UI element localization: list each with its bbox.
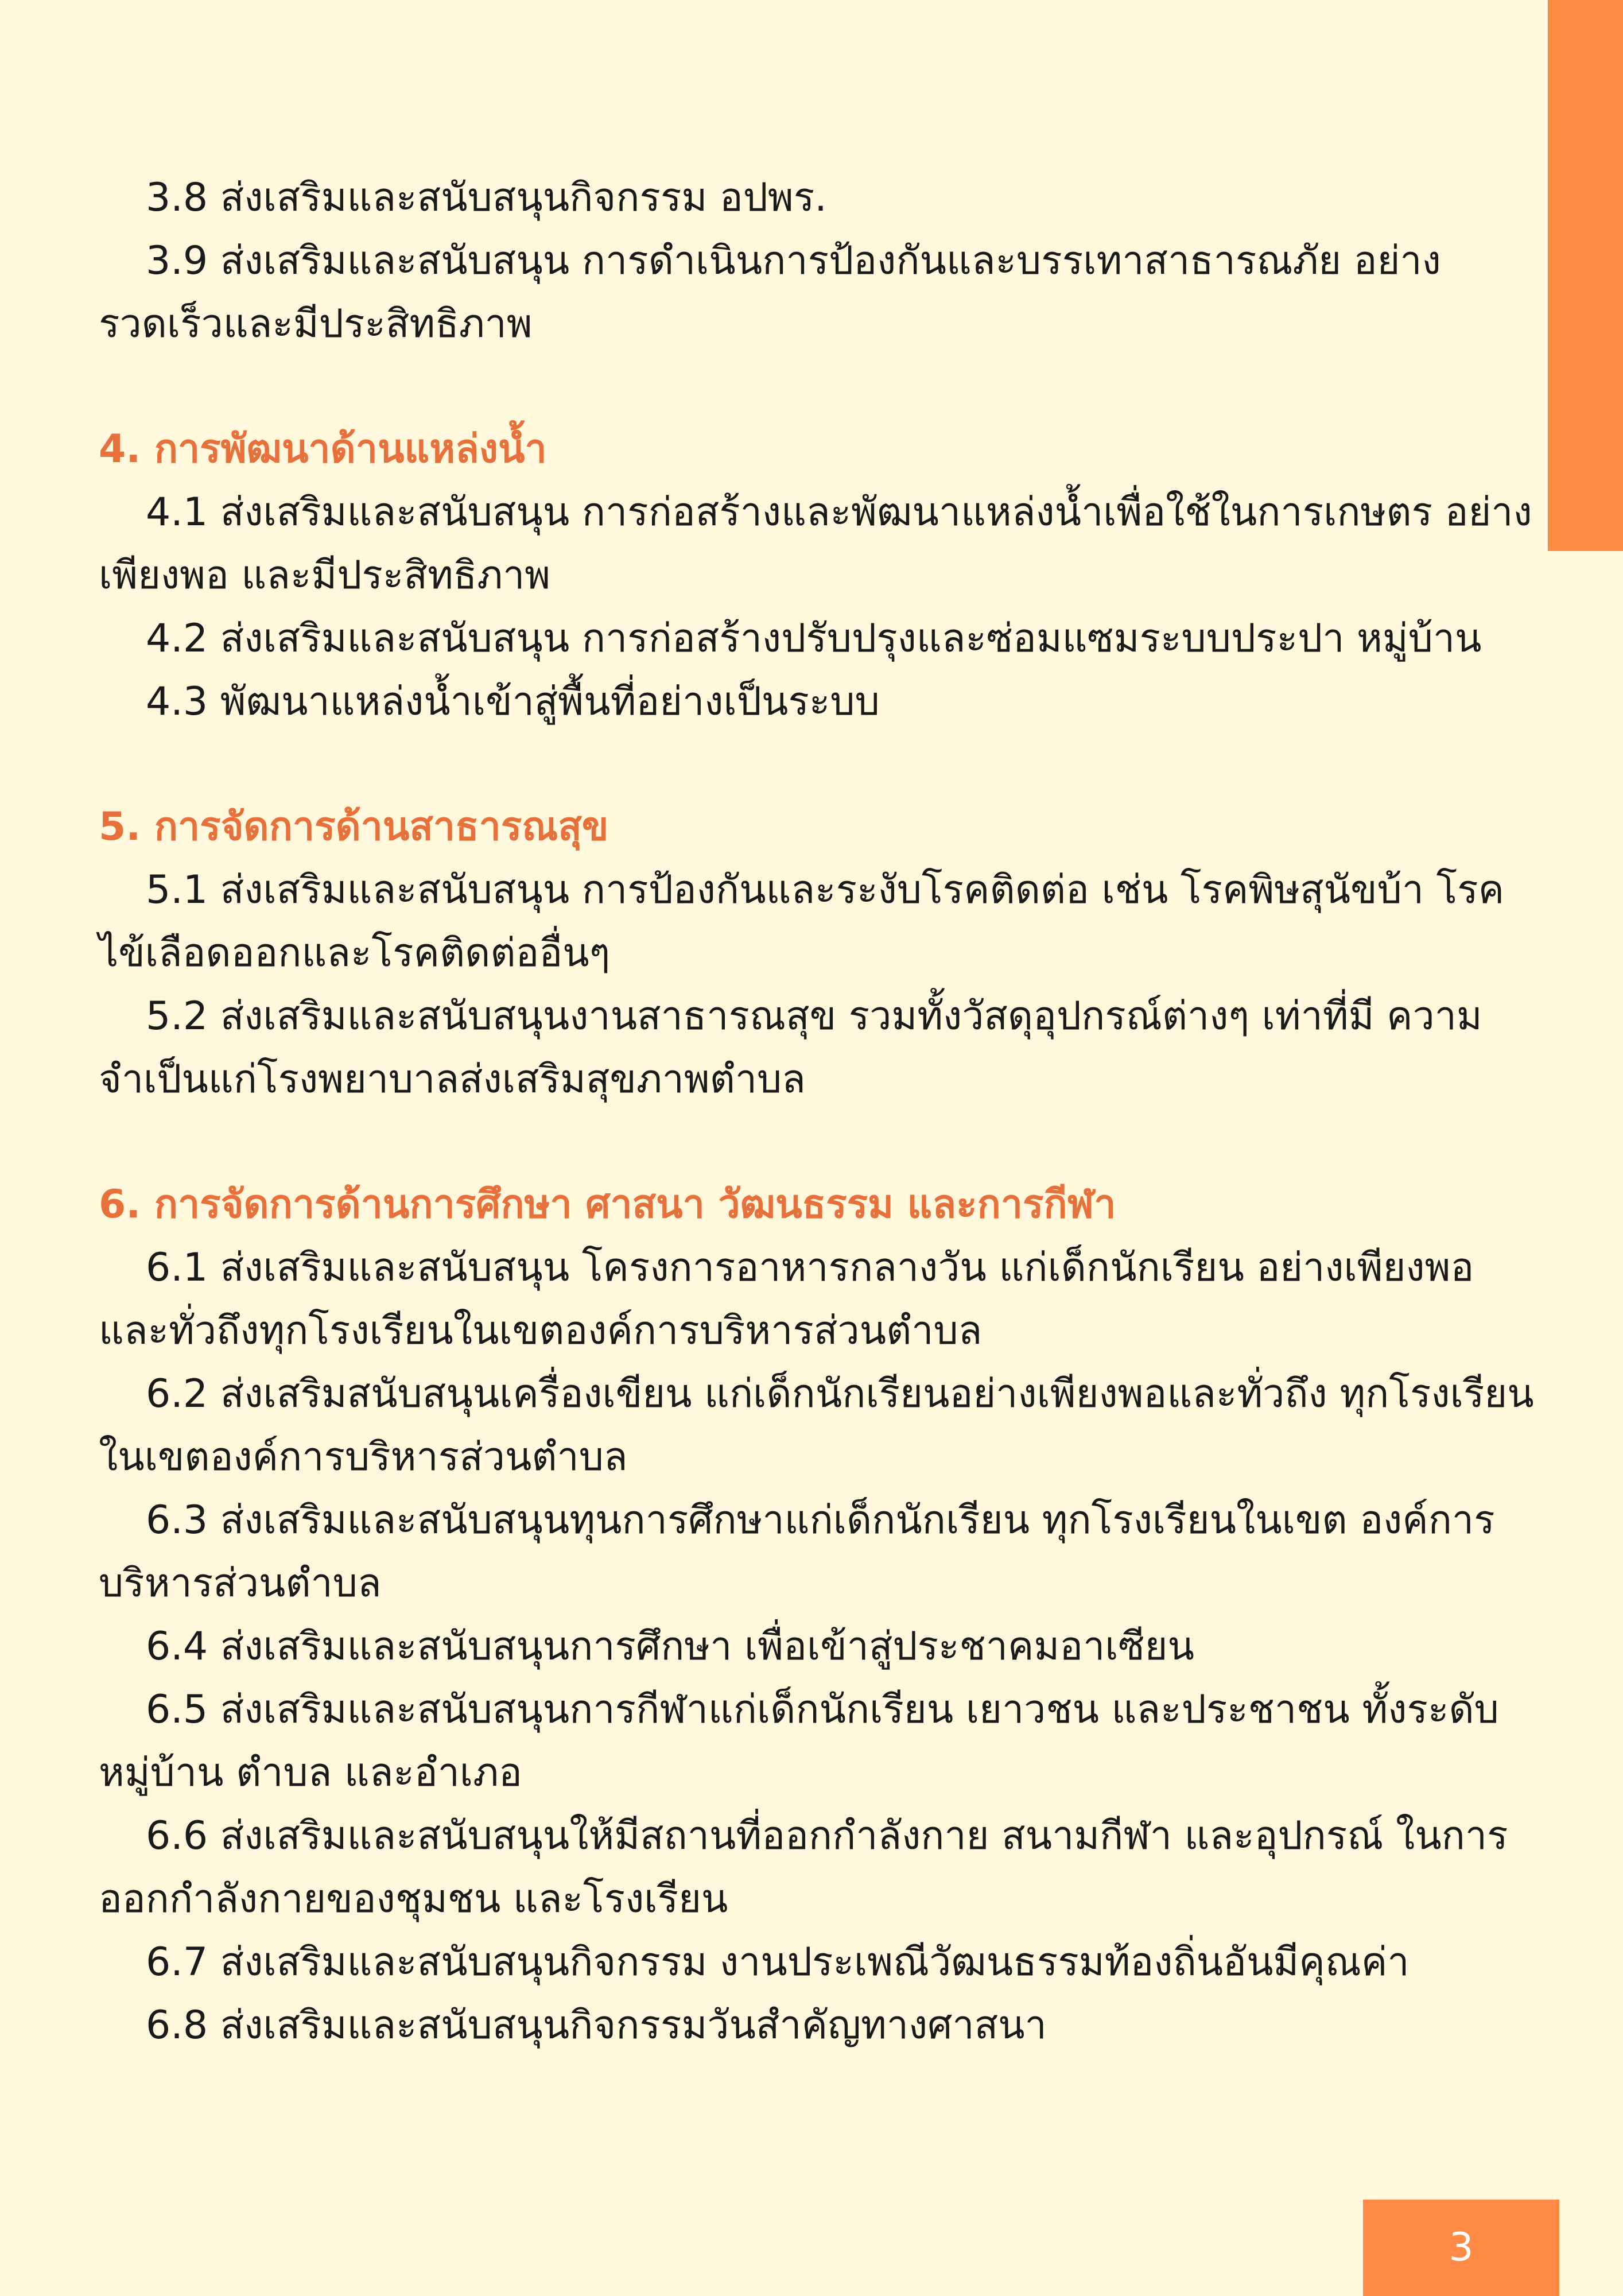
list-item: 6.4 ส่งเสริมและสนับสนุนการศึกษา เพื่อเข้าสู่ประชาคมอาเซียน bbox=[146, 1624, 1194, 1669]
section-3-continued bbox=[99, 166, 1545, 356]
section-heading: 4. การพัฒนาด้านแหล่งน้ำ bbox=[99, 426, 547, 472]
list-item: 6.7 ส่งเสริมและสนับสนุนกิจกรรม งานประเพณีวัฒนธรรมท้องถิ่นอันมีคุณค่า bbox=[146, 1940, 1410, 1985]
side-accent-bar bbox=[1548, 0, 1623, 551]
section-heading: 6. การจัดการด้านการศึกษา ศาสนา วัฒนธรรม และการกีฬา bbox=[99, 1182, 1116, 1227]
list-item: 4.3 พัฒนาแหล่งน้ำเข้าสู่พื้นที่อย่างเป็นระบบ bbox=[146, 679, 880, 724]
list-item: 6.1 ส่งเสริมและสนับสนุน โครงการอาหารกลางวัน แก่เด็กนักเรียน อย่างเพียงพอ และทั่วถึงทุกโรงเรียนในเขตองค์การบริหารส่วนตำบล bbox=[99, 1245, 1474, 1353]
list-item: 6.6 ส่งเสริมและสนับสนุนให้มีสถานที่ออกกำลังกาย สนามกีฬา และอุปกรณ์ ในการออกกำลังกายของชุมชน และโรงเรียน bbox=[99, 1813, 1508, 1922]
page-number: 3 bbox=[1449, 2225, 1474, 2270]
section-6 bbox=[99, 1173, 1545, 2057]
list-item: 6.3 ส่งเสริมและสนับสนุนทุนการศึกษาแก่เด็กนักเรียน ทุกโรงเรียนในเขต องค์การบริหารส่วนตำบล bbox=[99, 1498, 1495, 1606]
list-item: 3.8 ส่งเสริมและสนับสนุนกิจกรรม อปพร. bbox=[146, 175, 827, 220]
list-item: 6.2 ส่งเสริมสนับสนุนเครื่องเขียน แก่เด็กนักเรียนอย่างเพียงพอและทั่วถึง ทุกโรงเรียนในเขตองค์การบริหารส่วนตำบล bbox=[99, 1371, 1534, 1480]
section-5 bbox=[99, 796, 1545, 1111]
section-4 bbox=[99, 418, 1545, 734]
section-heading: 5. การจัดการด้านสาธารณสุข bbox=[99, 804, 609, 850]
list-item: 6.5 ส่งเสริมและสนับสนุนการกีฬาแก่เด็กนักเรียน เยาวชน และประชาชน ทั้งระดับหมู่บ้าน ตำบล และอำเภอ bbox=[99, 1687, 1499, 1795]
document-body bbox=[99, 166, 1545, 2119]
list-item: 5.2 ส่งเสริมและสนับสนุนงานสาธารณสุข รวมทั้งวัสดุอุปกรณ์ต่างๆ เท่าที่มี ความจำเป็นแก่โรงพยาบาลส่งเสริมสุขภาพตำบล bbox=[99, 994, 1482, 1102]
list-item: 3.9 ส่งเสริมและสนับสนุน การดำเนินการป้องกันและบรรเทาสาธารณภัย อย่างรวดเร็วและมีประสิทธิภาพ bbox=[99, 238, 1441, 347]
page-number-box bbox=[1363, 2200, 1559, 2296]
list-item: 4.2 ส่งเสริมและสนับสนุน การก่อสร้างปรับปรุงและซ่อมแซมระบบประปา หมู่บ้าน bbox=[146, 616, 1482, 661]
list-item: 5.1 ส่งเสริมและสนับสนุน การป้องกันและระงับโรคติดต่อ เช่น โรคพิษสุนัขบ้า โรคไข้เลือดออกและโรคติดต่ออื่นๆ bbox=[99, 867, 1505, 976]
list-item: 6.8 ส่งเสริมและสนับสนุนกิจกรรมวันสำคัญทางศาสนา bbox=[146, 2003, 1047, 2048]
list-item: 4.1 ส่งเสริมและสนับสนุน การก่อสร้างและพัฒนาแหล่งน้ำเพื่อใช้ในการเกษตร อย่างเพียงพอ และมีประสิทธิภาพ bbox=[99, 490, 1532, 598]
